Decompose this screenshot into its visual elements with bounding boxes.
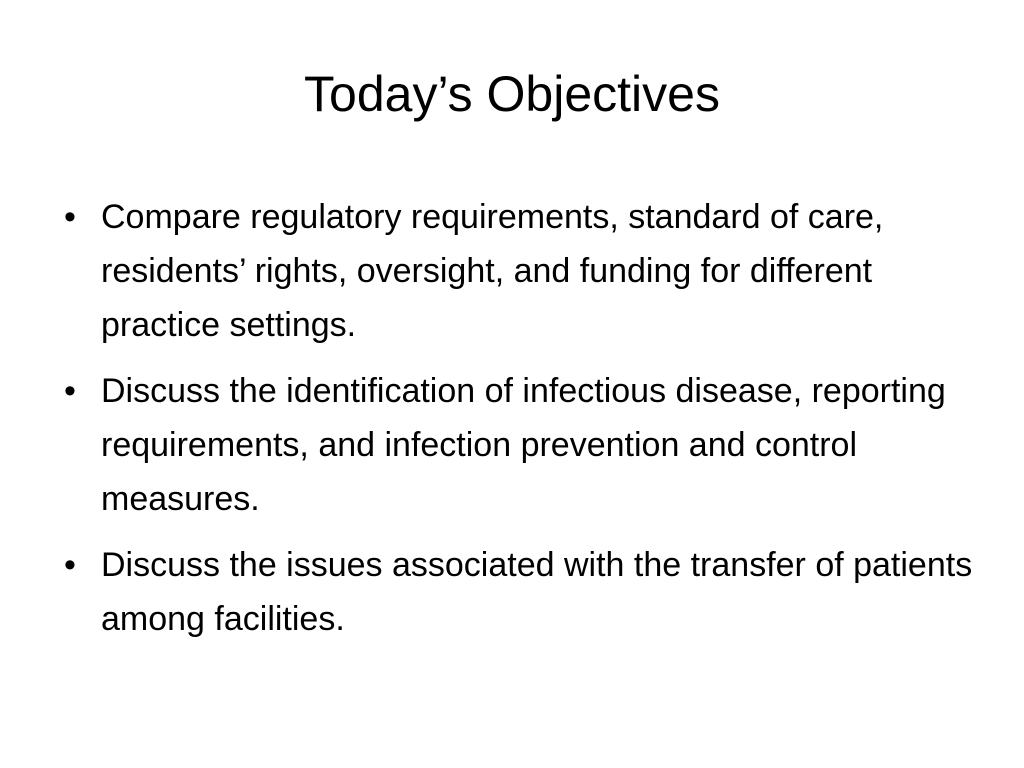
objectives-list [56,190,976,658]
list-item [56,190,976,352]
bullet-icon: • [64,546,76,584]
slide-title: Today’s Objectives [304,66,720,122]
list-item-text: Compare regulatory requirements, standard of care, residents’ rights, oversight, and funding for different practice settings. [101,198,884,344]
list-item-text: Discuss the issues associated with the transfer of patients among facilities. [101,546,973,638]
list-item [56,538,976,646]
list-item [56,364,976,526]
bullet-icon: • [64,372,76,410]
bullet-icon: • [64,198,76,236]
list-item-text: Discuss the identification of infectious disease, reporting requirements, and infection prevention and control measures. [101,372,946,518]
